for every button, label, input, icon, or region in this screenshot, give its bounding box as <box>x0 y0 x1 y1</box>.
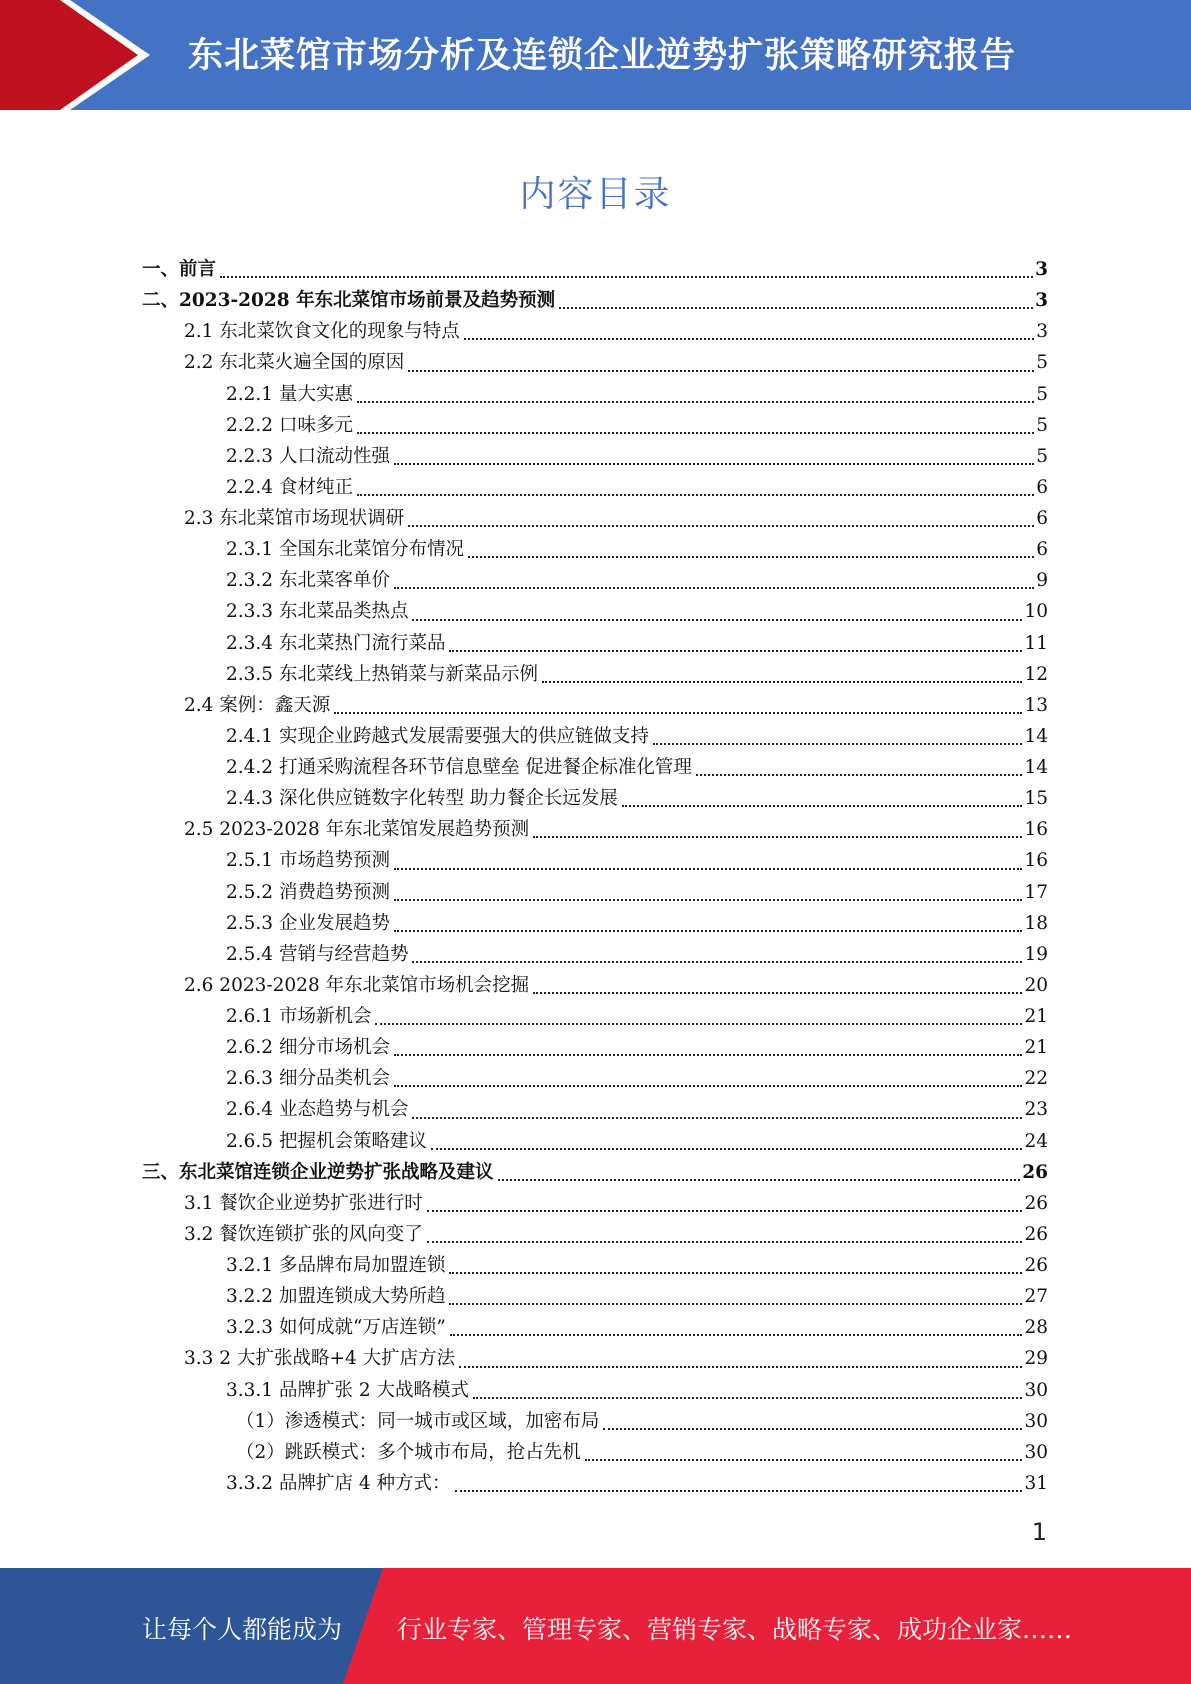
toc-entry[interactable] <box>142 721 1048 752</box>
toc-entry-title: 2.3.5 东北菜线上热销菜与新菜品示例 <box>226 663 538 685</box>
toc-entry-page: 12 <box>1024 663 1048 685</box>
toc-entry-title: 2.6.4 业态趋势与机会 <box>226 1099 409 1121</box>
toc-entry-title: 2.4.1 实现企业跨越式发展需要强大的供应链做支持 <box>226 725 649 747</box>
toc-entry-page: 23 <box>1024 1099 1048 1121</box>
toc-entry-title: 2.4 案例：鑫天源 <box>184 694 331 716</box>
toc-dot-leader <box>357 381 1034 403</box>
toc-entry-page: 9 <box>1036 570 1048 592</box>
header-banner <box>0 0 1191 110</box>
toc-entry-page: 13 <box>1024 694 1048 716</box>
toc-entry-title: 2.6.5 把握机会策略建议 <box>226 1130 427 1152</box>
toc-dot-leader <box>533 816 1022 838</box>
toc-dot-leader <box>334 692 1022 714</box>
toc-entry-title: 3.2.3 如何成就“万店连锁” <box>226 1317 446 1339</box>
toc-entry[interactable] <box>142 534 1048 565</box>
toc-entry-title: 2.2.2 口味多元 <box>226 414 353 436</box>
toc-entry[interactable] <box>142 908 1048 939</box>
toc-entry[interactable] <box>142 1406 1048 1437</box>
report-title: 东北菜馆市场分析及连锁企业逆势扩张策略研究报告 <box>188 36 1017 76</box>
toc-entry-title: 2.5.2 消费趋势预测 <box>226 881 390 903</box>
toc-entry-page: 30 <box>1024 1410 1048 1432</box>
toc-entry[interactable] <box>142 628 1048 659</box>
toc-entry[interactable] <box>142 939 1048 970</box>
toc-entry-page: 26 <box>1022 1161 1048 1183</box>
table-of-contents <box>142 254 1048 1499</box>
toc-entry[interactable] <box>142 1032 1048 1063</box>
toc-entry[interactable] <box>142 1468 1048 1499</box>
toc-entry-title: 三、东北菜馆连锁企业逆势扩张战略及建议 <box>142 1161 494 1183</box>
toc-entry[interactable] <box>142 1063 1048 1094</box>
toc-entry-page: 26 <box>1024 1223 1048 1245</box>
toc-entry[interactable] <box>142 752 1048 783</box>
toc-dot-leader <box>622 785 1023 807</box>
toc-entry-page: 19 <box>1024 943 1048 965</box>
toc-entry-title: 2.6.3 细分品类机会 <box>226 1068 390 1090</box>
toc-dot-leader <box>412 1097 1022 1119</box>
toc-entry-page: 26 <box>1024 1192 1048 1214</box>
toc-entry[interactable] <box>142 659 1048 690</box>
toc-entry[interactable] <box>142 1281 1048 1312</box>
toc-entry-page: 27 <box>1024 1286 1048 1308</box>
toc-entry-page: 14 <box>1024 725 1048 747</box>
toc-dot-leader <box>603 1408 1022 1430</box>
toc-entry[interactable] <box>142 1001 1048 1032</box>
toc-dot-leader <box>394 1065 1022 1087</box>
toc-dot-leader <box>412 599 1022 621</box>
header-chevron-decoration <box>0 0 160 110</box>
toc-dot-leader <box>408 505 1034 527</box>
toc-entry-title: （1）渗透模式：同一城市或区域，加密布局 <box>236 1410 600 1432</box>
toc-entry-page: 11 <box>1024 632 1048 654</box>
toc-entry-title: 2.5 2023-2028 年东北菜馆发展趋势预测 <box>184 819 530 841</box>
toc-entry-title: 2.6 2023-2028 年东北菜馆市场机会挖掘 <box>184 974 530 996</box>
toc-entry-page: 15 <box>1024 788 1048 810</box>
toc-dot-leader <box>498 1159 1021 1181</box>
footer-slogan-left: 让每个人都能成为 <box>142 1615 343 1644</box>
toc-dot-leader <box>449 630 1022 652</box>
toc-entry[interactable] <box>142 1312 1048 1343</box>
toc-entry[interactable] <box>142 845 1048 876</box>
toc-entry-title: 3.2.1 多品牌布局加盟连锁 <box>226 1255 446 1276</box>
toc-entry-title: 3.3.1 品牌扩张 2 大战略模式 <box>226 1379 469 1401</box>
toc-entry[interactable] <box>142 596 1048 627</box>
toc-entry-title: 2.4.3 深化供应链数字化转型 助力餐企长远发展 <box>226 788 618 810</box>
toc-dot-leader <box>357 412 1034 434</box>
footer-banner <box>0 1568 1191 1684</box>
toc-entry-page: 30 <box>1024 1379 1048 1401</box>
toc-entry-page: 18 <box>1024 912 1048 934</box>
toc-entry[interactable] <box>142 347 1048 378</box>
toc-dot-leader <box>427 1221 1023 1243</box>
toc-entry-title: 2.1 东北菜饮食文化的现象与特点 <box>184 321 460 343</box>
toc-entry-page: 5 <box>1036 352 1048 374</box>
toc-entry-title: 3.2.2 加盟连锁成大势所趋 <box>226 1286 446 1308</box>
toc-dot-leader <box>542 661 1022 683</box>
toc-entry-title: 3.3.2 品牌扩店 4 种方式： <box>226 1472 451 1494</box>
toc-entry-page: 29 <box>1024 1348 1048 1370</box>
toc-entry-title: 3.2 餐饮连锁扩张的风向变了 <box>184 1223 423 1245</box>
toc-entry[interactable] <box>142 503 1048 534</box>
toc-dot-leader <box>559 287 1033 309</box>
toc-dot-leader <box>412 941 1022 963</box>
toc-dot-leader <box>375 1003 1022 1025</box>
toc-entry-page: 16 <box>1024 850 1048 872</box>
toc-dot-leader <box>585 1439 1023 1461</box>
toc-dot-leader <box>473 1377 1022 1399</box>
toc-entry[interactable] <box>142 1343 1048 1374</box>
toc-entry[interactable] <box>142 472 1048 503</box>
toc-entry-page: 28 <box>1024 1317 1048 1339</box>
toc-entry-title: 2.4.2 打通采购流程各环节信息壁垒 促进餐企标准化管理 <box>226 757 692 778</box>
toc-dot-leader <box>357 474 1034 496</box>
toc-entry[interactable] <box>142 1437 1048 1468</box>
toc-dot-leader <box>431 1128 1022 1150</box>
toc-entry-page: 3 <box>1035 259 1048 280</box>
toc-entry-title: 2.3 东北菜馆市场现状调研 <box>184 508 405 529</box>
toc-entry-page: 3 <box>1035 290 1048 312</box>
toc-heading: 内容目录 <box>519 174 672 215</box>
toc-entry[interactable] <box>142 1250 1048 1281</box>
toc-entry-title: 2.2.4 食材纯正 <box>226 476 353 498</box>
toc-entry-page: 22 <box>1024 1068 1048 1090</box>
toc-entry-title: 2.2 东北菜火遍全国的原因 <box>184 352 405 374</box>
page-number: 1 <box>1031 1518 1047 1546</box>
toc-entry[interactable] <box>142 1188 1048 1219</box>
toc-entry-title: 3.3 2 大扩张战略+4 大扩店方法 <box>184 1348 456 1370</box>
toc-entry-page: 24 <box>1024 1130 1048 1152</box>
toc-dot-leader <box>533 972 1022 994</box>
toc-dot-leader <box>427 1190 1023 1212</box>
toc-entry[interactable] <box>142 1126 1048 1157</box>
toc-dot-leader <box>408 350 1034 372</box>
toc-entry[interactable] <box>142 254 1048 285</box>
toc-entry[interactable] <box>142 410 1048 441</box>
toc-dot-leader <box>394 443 1034 465</box>
toc-entry-page: 6 <box>1036 508 1048 529</box>
toc-entry-page: 6 <box>1036 476 1048 498</box>
toc-entry[interactable] <box>142 1375 1048 1406</box>
chevron-red-shape <box>0 0 138 110</box>
toc-entry-title: 2.5.3 企业发展趋势 <box>226 912 390 934</box>
toc-entry[interactable] <box>142 316 1048 347</box>
toc-dot-leader <box>459 1346 1022 1368</box>
toc-entry-page: 17 <box>1024 881 1048 903</box>
toc-entry[interactable] <box>142 379 1048 410</box>
toc-dot-leader <box>653 723 1022 745</box>
toc-entry[interactable] <box>142 814 1048 845</box>
toc-entry-page: 30 <box>1024 1441 1048 1463</box>
toc-entry-page: 16 <box>1024 819 1048 841</box>
toc-entry-title: 3.1 餐饮企业逆势扩张进行时 <box>184 1192 423 1214</box>
toc-dot-leader <box>394 848 1022 870</box>
toc-entry-title: 2.3.1 全国东北菜馆分布情况 <box>226 539 464 561</box>
toc-dot-leader <box>394 910 1022 932</box>
toc-entry-title: 2.5.4 营销与经营趋势 <box>226 943 409 965</box>
toc-dot-leader <box>449 1283 1022 1305</box>
toc-entry-page: 14 <box>1024 757 1048 778</box>
toc-entry-title: 2.2.1 量大实惠 <box>226 383 353 405</box>
toc-entry-page: 21 <box>1024 1006 1048 1027</box>
toc-entry[interactable] <box>142 1094 1048 1125</box>
toc-entry-title: 2.2.3 人口流动性强 <box>226 445 390 467</box>
toc-entry-page: 10 <box>1024 601 1048 623</box>
toc-entry-page: 3 <box>1036 321 1048 343</box>
toc-entry-title: 一、前言 <box>142 259 217 280</box>
toc-entry-page: 5 <box>1036 383 1048 405</box>
toc-entry-title: 二、2023-2028 年东北菜馆市场前景及趋势预测 <box>142 290 556 312</box>
toc-dot-leader <box>468 536 1034 558</box>
toc-entry[interactable] <box>142 285 1048 316</box>
toc-dot-leader <box>220 256 1033 278</box>
footer-slogan-right: 行业专家、管理专家、营销专家、战略专家、成功企业家…… <box>397 1615 1073 1644</box>
toc-entry[interactable] <box>142 1219 1048 1250</box>
toc-entry[interactable] <box>142 441 1048 472</box>
toc-entry[interactable] <box>142 970 1048 1001</box>
toc-dot-leader <box>696 754 1023 776</box>
toc-entry[interactable] <box>142 690 1048 721</box>
toc-dot-leader <box>449 1252 1022 1274</box>
toc-dot-leader <box>455 1470 1023 1492</box>
toc-entry[interactable] <box>142 565 1048 596</box>
toc-entry-page: 26 <box>1024 1255 1048 1276</box>
toc-entry-title: 2.5.1 市场趋势预测 <box>226 850 390 872</box>
toc-entry-title: 2.3.3 东北菜品类热点 <box>226 601 409 623</box>
toc-entry-page: 5 <box>1036 445 1048 467</box>
toc-entry[interactable] <box>142 783 1048 814</box>
toc-entry-page: 31 <box>1024 1472 1048 1494</box>
toc-entry[interactable] <box>142 877 1048 908</box>
toc-entry-title: （2）跳跃模式：多个城市布局，抢占先机 <box>236 1441 581 1463</box>
toc-entry[interactable] <box>142 1157 1048 1188</box>
toc-entry-page: 5 <box>1036 414 1048 436</box>
toc-entry-title: 2.3.4 东北菜热门流行菜品 <box>226 632 446 654</box>
toc-entry-title: 2.6.1 市场新机会 <box>226 1006 372 1027</box>
toc-dot-leader <box>394 567 1034 589</box>
toc-entry-page: 21 <box>1024 1037 1048 1059</box>
toc-entry-title: 2.3.2 东北菜客单价 <box>226 570 390 592</box>
toc-entry-title: 2.6.2 细分市场机会 <box>226 1037 390 1059</box>
toc-entry-page: 20 <box>1024 974 1048 996</box>
toc-dot-leader <box>394 879 1022 901</box>
toc-entry-page: 6 <box>1036 539 1048 561</box>
toc-dot-leader <box>464 318 1034 340</box>
toc-dot-leader <box>450 1314 1023 1336</box>
toc-dot-leader <box>394 1034 1022 1056</box>
